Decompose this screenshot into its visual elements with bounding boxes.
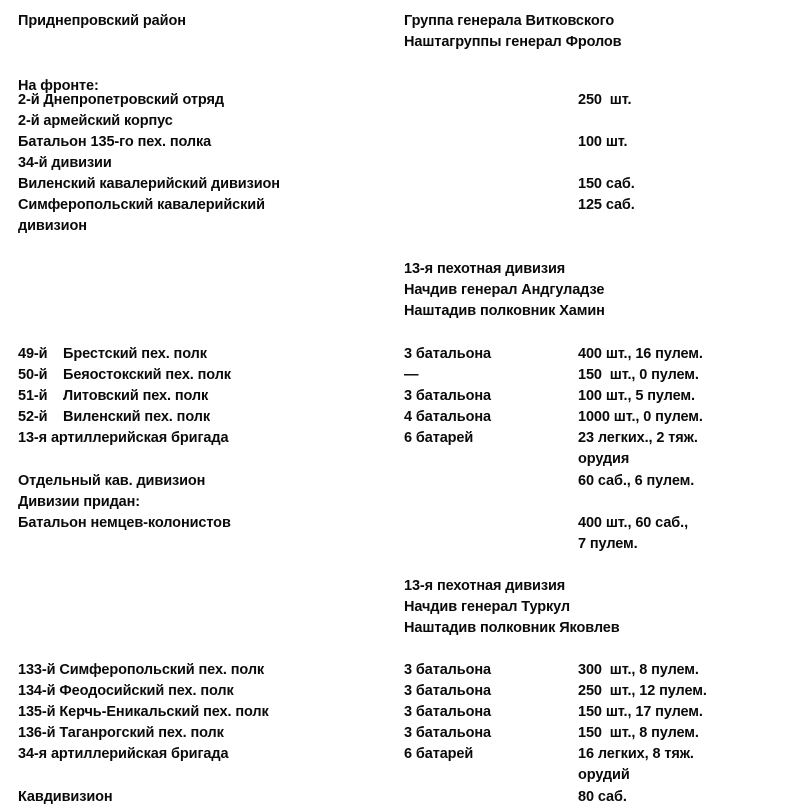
brigade-name: 13-я артиллерийская бригада <box>18 430 229 446</box>
unit-strength-continuation: 7 пулем. <box>578 536 638 552</box>
table-row <box>0 681 790 702</box>
table-row <box>0 723 790 744</box>
brigade-strength-continuation: орудий <box>578 767 630 783</box>
battalion-count: 4 батальона <box>404 409 491 425</box>
table-row-continuation <box>0 765 790 786</box>
regiment-number: 50-й <box>18 367 48 383</box>
front-unit-row <box>0 90 790 111</box>
regiment-name: Брестский пех. полк <box>63 346 207 362</box>
division-2-header-row <box>0 618 790 639</box>
group-header-line-2: Наштагруппы генерал Фролов <box>404 34 622 50</box>
unit-name: 2-й Днепропетровский отряд <box>18 92 224 108</box>
front-unit-row <box>0 195 790 216</box>
unit-name: Батальон немцев-колонистов <box>18 515 231 531</box>
table-row <box>0 660 790 681</box>
unit-name: 34-й дивизии <box>18 155 112 171</box>
unit-strength: 80 саб. <box>578 789 627 805</box>
table-row <box>0 386 790 407</box>
battery-count: 6 батарей <box>404 430 474 446</box>
table-row-continuation <box>0 534 790 555</box>
table-row <box>0 471 790 492</box>
table-row <box>0 513 790 534</box>
regiment-number: 49-й <box>18 346 48 362</box>
table-row <box>0 787 790 808</box>
unit-name: Кавдивизион <box>18 789 113 805</box>
division-chief-of-staff: Наштадив полковник Хамин <box>404 303 605 319</box>
regiment-name: Беяостокский пех. полк <box>63 367 231 383</box>
battery-count: 6 батарей <box>404 746 474 762</box>
group-header-row-2 <box>0 32 790 53</box>
battalion-count: 3 батальона <box>404 388 491 404</box>
division-name: 13-я пехотная дивизия <box>404 578 566 594</box>
unit-strength: 125 саб. <box>578 197 635 213</box>
division-chief-of-staff: Наштадив полковник Яковлев <box>404 620 620 636</box>
regiment-name: Виленский пех. полк <box>63 409 210 425</box>
front-label: На фронте: <box>18 78 99 94</box>
regiment-name: 133-й Симферопольский пех. полк <box>18 662 265 678</box>
unit-name: Отдельный кав. дивизион <box>18 473 206 489</box>
table-row <box>0 744 790 765</box>
front-unit-row <box>0 153 790 174</box>
regiment-strength: 100 шт., 5 пулем. <box>578 388 695 404</box>
brigade-strength-continuation: орудия <box>578 451 630 467</box>
regiment-name: Литовский пех. полк <box>63 388 209 404</box>
division-1-header-row <box>0 280 790 301</box>
brigade-strength: 16 легких, 8 тяж. <box>578 746 694 762</box>
unit-name: Батальон 135-го пех. полка <box>18 134 212 150</box>
unit-strength: 100 шт. <box>578 134 628 150</box>
unit-strength: 250 шт. <box>578 92 632 108</box>
table-row-continuation <box>0 449 790 470</box>
regiment-number: 51-й <box>18 388 48 404</box>
table-row <box>0 407 790 428</box>
table-row <box>0 344 790 365</box>
regiment-name: 136-й Таганрогский пех. полк <box>18 725 224 741</box>
regiment-strength: 250 шт., 12 пулем. <box>578 683 707 699</box>
attachment-label: Дивизии придан: <box>18 494 141 510</box>
table-row <box>0 428 790 449</box>
battalion-count: 3 батальона <box>404 662 491 678</box>
division-2-header-row <box>0 576 790 597</box>
regiment-strength: 300 шт., 8 пулем. <box>578 662 699 678</box>
regiment-name: 135-й Керчь-Еникальский пех. полк <box>18 704 269 720</box>
division-1-header-row <box>0 301 790 322</box>
group-header-line-1: Группа генерала Витковского <box>404 13 615 29</box>
brigade-name: 34-я артиллерийская бригада <box>18 746 229 762</box>
regiment-strength: 150 шт., 17 пулем. <box>578 704 703 720</box>
regiment-strength: 150 шт., 8 пулем. <box>578 725 699 741</box>
page-title: Приднепровский район <box>18 13 186 29</box>
document-title-row <box>0 11 790 32</box>
battalion-count: — <box>404 367 419 383</box>
unit-name: Симферопольский кавалерийский <box>18 197 265 213</box>
division-1-header-row <box>0 259 790 280</box>
front-unit-row <box>0 174 790 195</box>
table-row <box>0 492 790 513</box>
regiment-name: 134-й Феодосийский пех. полк <box>18 683 234 699</box>
regiment-strength: 1000 шт., 0 пулем. <box>578 409 703 425</box>
table-row <box>0 702 790 723</box>
battalion-count: 3 батальона <box>404 704 491 720</box>
battalion-count: 3 батальона <box>404 346 491 362</box>
division-2-header-row <box>0 597 790 618</box>
unit-strength: 150 саб. <box>578 176 635 192</box>
regiment-strength: 150 шт., 0 пулем. <box>578 367 699 383</box>
division-commander: Начдив генерал Туркул <box>404 599 571 615</box>
front-unit-row <box>0 111 790 132</box>
front-unit-row <box>0 216 790 237</box>
battalion-count: 3 батальона <box>404 725 491 741</box>
unit-strength: 60 саб., 6 пулем. <box>578 473 695 489</box>
unit-strength: 400 шт., 60 саб., <box>578 515 688 531</box>
table-row <box>0 365 790 386</box>
unit-name-continuation: дивизион <box>18 218 87 234</box>
battalion-count: 3 батальона <box>404 683 491 699</box>
division-commander: Начдив генерал Андгуладзе <box>404 282 605 298</box>
brigade-strength: 23 легких., 2 тяж. <box>578 430 698 446</box>
front-unit-row <box>0 132 790 153</box>
regiment-strength: 400 шт., 16 пулем. <box>578 346 703 362</box>
unit-name: 2-й армейский корпус <box>18 113 173 129</box>
unit-name: Виленский кавалерийский дивизион <box>18 176 280 192</box>
division-name: 13-я пехотная дивизия <box>404 261 566 277</box>
regiment-number: 52-й <box>18 409 48 425</box>
